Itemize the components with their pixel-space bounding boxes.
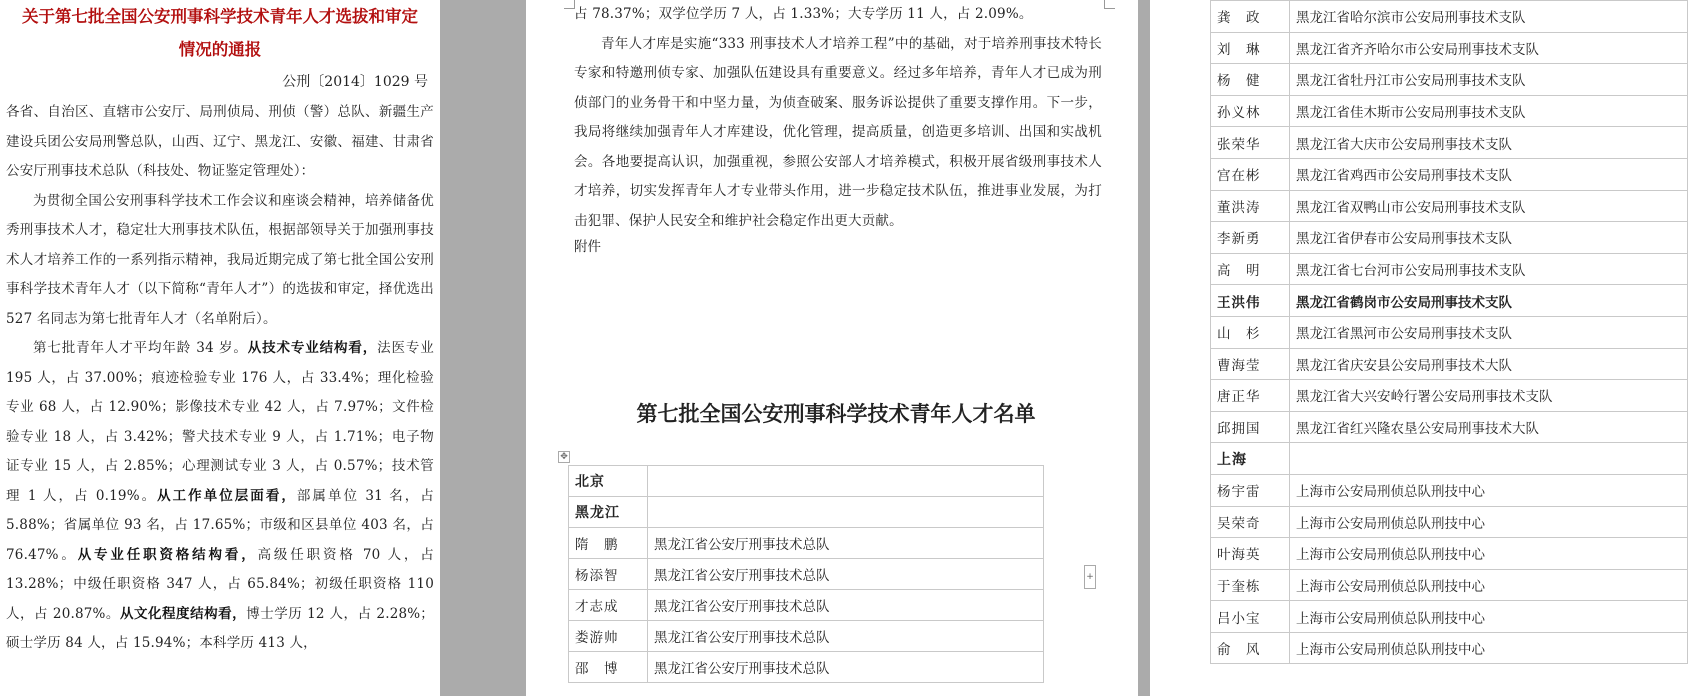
table-row <box>1211 190 1688 222</box>
person-name-cell: 俞 风 <box>1211 632 1290 664</box>
unit-cell: 黑龙江省七台河市公安局刑事技术支队 <box>1290 253 1688 285</box>
unit-cell: 黑龙江省黑河市公安局刑事技术支队 <box>1290 316 1688 348</box>
body-paragraph-1: 为贯彻全国公安刑事科学技术工作会议和座谈会精神，培养储备优秀刑事技术人才，稳定壮大刑事技术队伍，根据部领导关于加强刑事技术人才培养工作的一系列指示精神，我局近期完成了第七批全国公安刑事科学技术青年人才（以下简称“青年人才”）的选拔和审定，择优选出 527 名同志为第七批青年人才（名单附后）。 <box>6 192 434 327</box>
para2-text-e: 高级任职资格 70 人，占 13.28%；中级任职资格 347 人，占 65.84%；初级任职资格 110 人，占 20.87%。 <box>6 546 434 622</box>
person-name-cell: 邱拥国 <box>1211 411 1290 443</box>
region-row <box>1211 443 1688 475</box>
person-name-cell: 杨宇雷 <box>1211 474 1290 506</box>
table-row <box>569 652 1044 683</box>
unit-cell: 上海市公安局刑侦总队刑技中心 <box>1290 569 1688 601</box>
notice-title-line-1: 关于第七批全国公安刑事科学技术青年人才选拔和审定 <box>22 7 418 26</box>
person-name-cell: 杨添智 <box>569 559 648 590</box>
unit-cell: 黑龙江省公安厅刑事技术总队 <box>648 590 1044 621</box>
table-row <box>1211 601 1688 633</box>
person-name-cell: 邵 博 <box>569 652 648 683</box>
table-row <box>1211 569 1688 601</box>
region-row <box>569 497 1044 528</box>
unit-cell: 上海市公安局刑侦总队刑技中心 <box>1290 474 1688 506</box>
person-name-cell: 王洪伟 <box>1211 285 1290 317</box>
person-name-cell: 孙义林 <box>1211 95 1290 127</box>
para2-text-a: 第七批青年人才平均年龄 34 岁。 <box>33 340 248 356</box>
person-name-cell: 娄游帅 <box>569 621 648 652</box>
unit-cell: 黑龙江省双鸭山市公安局刑事技术支队 <box>1290 190 1688 222</box>
table-row <box>1211 380 1688 412</box>
person-name-cell: 宫在彬 <box>1211 158 1290 190</box>
notice-title-line-2: 情况的通报 <box>178 40 262 59</box>
table-row <box>1211 1 1688 33</box>
table-row <box>1211 506 1688 538</box>
person-name-cell: 高 明 <box>1211 253 1290 285</box>
person-name-cell: 李新勇 <box>1211 222 1290 254</box>
unit-cell: 黑龙江省鸡西市公安局刑事技术支队 <box>1290 158 1688 190</box>
continued-paragraph: 占 78.37%；双学位学历 7 人，占 1.33%；大专学历 11 人，占 2.09%。 <box>574 6 1033 22</box>
table-row <box>569 621 1044 652</box>
unit-cell <box>1290 443 1688 475</box>
body-paragraph-3: 青年人才库是实施“333 刑事技术人才培养工程”中的基础，对于培养刑事技术特长专家和特邀刑侦专家、加强队伍建设具有重要意义。经过多年培养，青年人才已成为刑侦部门的业务骨干和中坚力量，为侦查破案、服务诉讼提供了重要支撑作用。下一步，我局将继续加强青年人才库建设，优化管理，提高质量，创造更多培训、出国和实战机会。各地要提高认识，加强重视，参照公安部人才培养模式，积极开展省级刑事技术人才培养，切实发挥青年人才专业带头作用，进一步稳定技术队伍，推进事业发展，为打击犯罪、保护人民安全和维护社会稳定作出更大贡献。 <box>574 35 1102 229</box>
attachment-label: 附件 <box>574 239 601 255</box>
document-number: 公刑〔2014〕1029 号 <box>282 74 428 90</box>
table-row <box>569 559 1044 590</box>
talent-list-table-part-1 <box>568 465 1044 683</box>
body-paragraph-2 <box>6 334 434 659</box>
person-name-cell: 董洪涛 <box>1211 190 1290 222</box>
table-move-handle-icon[interactable]: ✥ <box>558 451 570 463</box>
table-row <box>1211 127 1688 159</box>
unit-cell: 黑龙江省鹤岗市公安局刑事技术支队 <box>1290 285 1688 317</box>
table-row <box>1211 32 1688 64</box>
document-page-3 <box>1150 0 1688 696</box>
unit-cell: 黑龙江省大兴安岭行署公安局刑事技术支队 <box>1290 380 1688 412</box>
table-row <box>1211 222 1688 254</box>
page-2-body <box>574 0 1102 258</box>
table-row <box>1211 538 1688 570</box>
unit-cell: 上海市公安局刑侦总队刑技中心 <box>1290 601 1688 633</box>
table-row <box>569 590 1044 621</box>
unit-cell: 黑龙江省公安厅刑事技术总队 <box>648 559 1044 590</box>
region-name-cell: 黑龙江 <box>569 497 648 528</box>
talent-list-table-part-2 <box>1210 0 1688 664</box>
document-page-1 <box>0 0 440 696</box>
unit-cell: 黑龙江省大庆市公安局刑事技术支队 <box>1290 127 1688 159</box>
person-name-cell: 山 杉 <box>1211 316 1290 348</box>
table-row <box>1211 411 1688 443</box>
person-name-cell: 曹海莹 <box>1211 348 1290 380</box>
unit-cell <box>648 466 1044 497</box>
unit-cell: 黑龙江省公安厅刑事技术总队 <box>648 528 1044 559</box>
para2-text-c: 法医专业 195 人，占 37.00%；痕迹检验专业 176 人，占 33.4%；理化检验专业 68 人，占 12.90%；影像技术专业 42 人，占 7.97%；文件检验专业 18 人，占 3.42%；警犬技术专业 9 人，占 1.71%；电子物证专业 15 人，占 2.85%；心理测试专业 3 人，占 0.57%；技术管理 1 人，占 0.19%。 <box>6 340 434 504</box>
document-page-2 <box>526 0 1138 696</box>
notice-title <box>6 0 434 66</box>
unit-cell: 黑龙江省公安厅刑事技术总队 <box>648 621 1044 652</box>
region-row <box>569 466 1044 497</box>
person-name-cell: 吴荣奇 <box>1211 506 1290 538</box>
table-add-row-icon[interactable]: + <box>1084 565 1096 589</box>
para2-bold-2: 从工作单位层面看， <box>157 487 297 504</box>
unit-cell: 黑龙江省佳木斯市公安局刑事技术支队 <box>1290 95 1688 127</box>
unit-cell: 黑龙江省庆安县公安局刑事技术大队 <box>1290 348 1688 380</box>
unit-cell: 黑龙江省红兴隆农垦公安局刑事技术大队 <box>1290 411 1688 443</box>
unit-cell: 黑龙江省牡丹江市公安局刑事技术支队 <box>1290 64 1688 96</box>
table-row <box>1211 64 1688 96</box>
person-name-cell: 吕小宝 <box>1211 601 1290 633</box>
unit-cell: 上海市公安局刑侦总队刑技中心 <box>1290 632 1688 664</box>
margin-mark-right <box>1104 0 1115 9</box>
person-name-cell: 龚 政 <box>1211 1 1290 33</box>
person-name-cell: 刘 琳 <box>1211 32 1290 64</box>
region-name-cell: 上海 <box>1211 443 1290 475</box>
table-row <box>1211 158 1688 190</box>
person-name-cell: 杨 健 <box>1211 64 1290 96</box>
region-name-cell: 北京 <box>569 466 648 497</box>
unit-cell: 黑龙江省哈尔滨市公安局刑事技术支队 <box>1290 1 1688 33</box>
para2-bold-4: 从文化程度结构看， <box>119 605 247 622</box>
table-row <box>1211 474 1688 506</box>
unit-cell <box>648 497 1044 528</box>
addressee-paragraph: 各省、自治区、直辖市公安厅、局刑侦局、刑侦（警）总队、新疆生产建设兵团公安局刑警总队，山西、辽宁、黑龙江、安徽、福建、甘肃省公安厅刑事技术总队（科技处、物证鉴定管理处）： <box>6 104 434 179</box>
unit-cell: 黑龙江省伊春市公安局刑事技术支队 <box>1290 222 1688 254</box>
person-name-cell: 唐正华 <box>1211 380 1290 412</box>
table-row <box>569 528 1044 559</box>
unit-cell: 上海市公安局刑侦总队刑技中心 <box>1290 538 1688 570</box>
para2-bold-3: 从专业任职资格结构看， <box>77 546 258 563</box>
table-row <box>1211 348 1688 380</box>
person-name-cell: 隋 鹏 <box>569 528 648 559</box>
table-row <box>1211 253 1688 285</box>
table-row <box>1211 95 1688 127</box>
person-name-cell: 才志成 <box>569 590 648 621</box>
person-name-cell: 张荣华 <box>1211 127 1290 159</box>
para2-text-d: 部属单位 31 名，占 5.88%；省属单位 93 名，占 17.65%；市级和区县单位 403 名，占 76.47%。 <box>6 487 434 563</box>
table-row <box>1211 632 1688 664</box>
table-row <box>1211 285 1688 317</box>
person-name-cell: 于奎栋 <box>1211 569 1290 601</box>
unit-cell: 上海市公安局刑侦总队刑技中心 <box>1290 506 1688 538</box>
talent-list-title: 第七批全国公安刑事科学技术青年人才名单 <box>636 402 1036 426</box>
para2-text-f: 博士学历 12 人，占 2.28%；硕士学历 84 人，占 15.94%；本科学历 413 人， <box>6 605 434 651</box>
person-name-cell: 叶海英 <box>1211 538 1290 570</box>
unit-cell: 黑龙江省齐齐哈尔市公安局刑事技术支队 <box>1290 32 1688 64</box>
table-row <box>1211 316 1688 348</box>
unit-cell: 黑龙江省公安厅刑事技术总队 <box>648 652 1044 683</box>
para2-bold-1: 从技术专业结构看， <box>247 340 378 356</box>
